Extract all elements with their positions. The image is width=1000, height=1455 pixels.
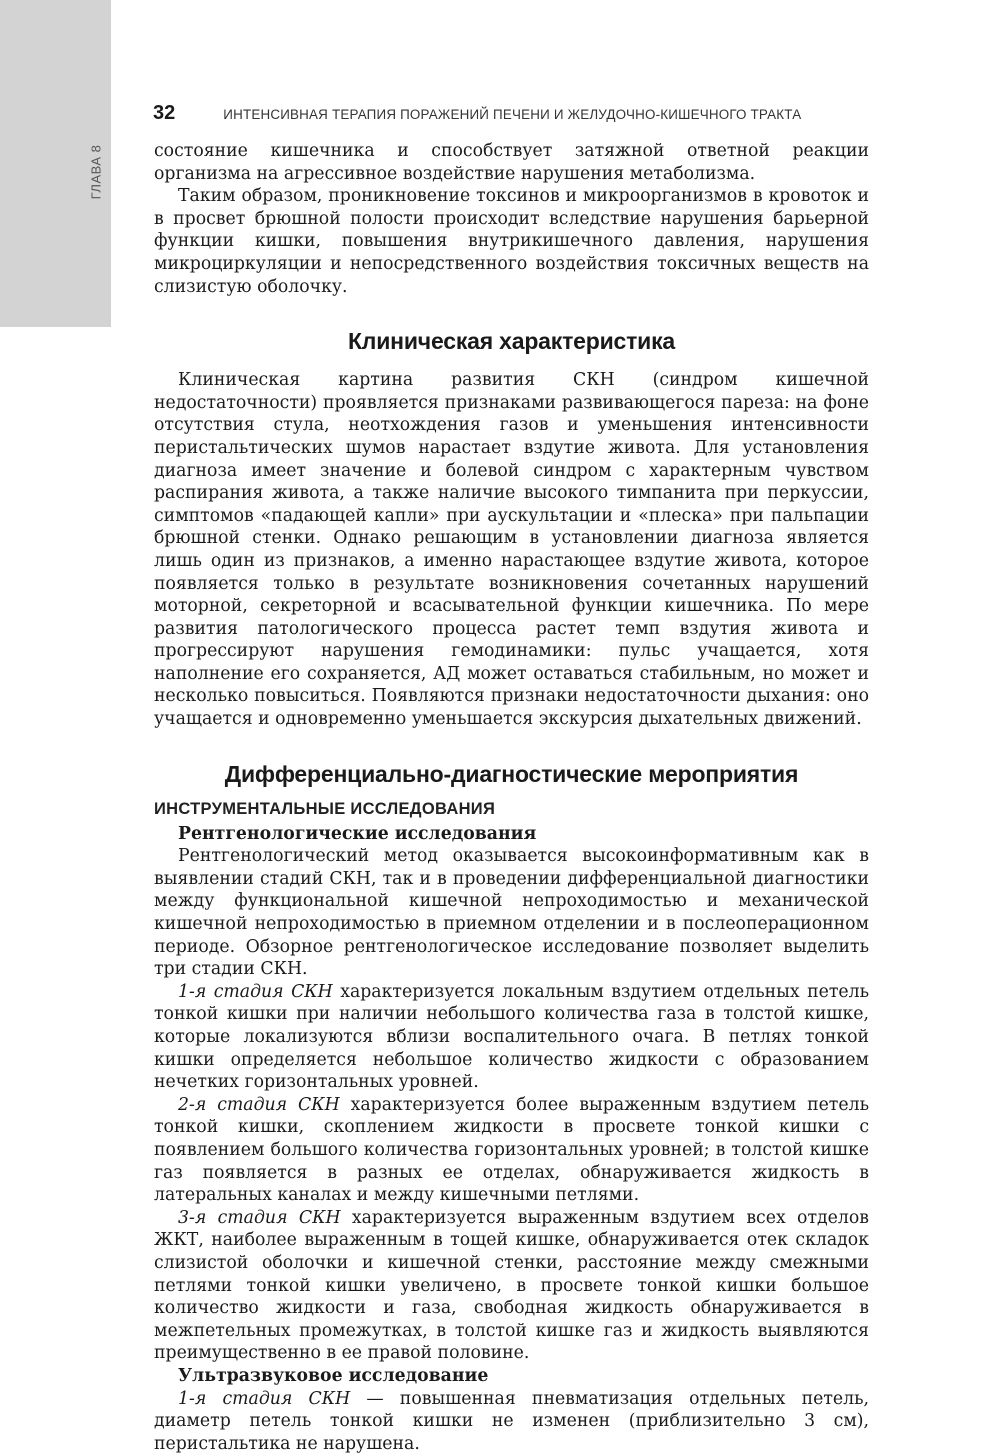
intro-paragraph-1: состояние кишечника и способствует затяжной ответной реакции организма на агрессивное воздействие нарушения метаболизма.	[154, 140, 869, 185]
intro-paragraph-2: Таким образом, проникновение токсинов и микроорганизмов в кровоток и в просвет брюшной полости происходит вследствие нарушения барьерной функции кишки, повышения внутрикишечного давления, нарушения микроциркуляции и непосредственного воздействия токсичных веществ на слизистую оболочку.	[154, 185, 869, 298]
section-heading-clinical: Клиническая характеристика	[154, 328, 869, 355]
ultrasound-stage-1-label: 1-я стадия СКН	[178, 1389, 350, 1409]
xray-heading: Рентгенологические исследования	[154, 823, 869, 846]
section-heading-diagnostics: Дифференциально-диагностические мероприятия	[154, 761, 869, 788]
xray-stage-3	[154, 1207, 869, 1365]
xray-stage-1-label: 1-я стадия СКН	[178, 982, 333, 1002]
xray-stage-2	[154, 1094, 869, 1207]
xray-stage-3-label: 3-я стадия СКН	[178, 1208, 341, 1228]
xray-stage-2-text: характеризуется более выраженным вздутием петель тонкой кишки, скоплением жидкости в просвете тонкой кишки с появлением большого количества горизонтальных уровней; в толстой кишке газ появляется в разных ее отделах, обнаруживается жидкость в латеральных каналах и между кишечными петлями.	[154, 1095, 869, 1205]
ultrasound-stage-1-text: — повышенная пневматизация отдельных петель, диаметр петель тонкой кишки не изменен (приблизительно 3 см), перистальтика не нарушена.	[154, 1389, 869, 1454]
clinical-paragraph: Клиническая картина развития СКН (синдром кишечной недостаточности) проявляется признаками развивающегося пареза: на фоне отсутствия стула, неотхождения газов и уменьшения интенсивности перистальтических шумов нарастает вздутие живота. Для установления диагноза имеет значение и болевой синдром с характерным чувством распирания живота, а также наличие высокого тимпанита при перкуссии, симптомов «падающей капли» при аускультации и «плеска» при пальпации брюшной стенки. Однако решающим в установлении диагноза является лишь один из признаков, а именно нарастающее вздутие живота, которое появляется только в результате возникновения сочетанных нарушений моторной, секреторной и всасывательной функции кишечника. По мере развития патологического процесса растет темп вздутия живота и прогрессируют нарушения гемодинамики: пульс учащается, хотя наполнение его сохраняется, АД может оставаться стабильным, но может и несколько повыситься. Появляются признаки недостаточности дыхания: оно учащается и одновременно уменьшается экскурсия дыхательных движений.	[154, 369, 869, 731]
xray-stage-1	[154, 981, 869, 1094]
ultrasound-stage-1	[154, 1388, 869, 1455]
running-head	[153, 102, 873, 132]
page-body	[154, 140, 869, 1455]
running-title: ИНТЕНСИВНАЯ ТЕРАПИЯ ПОРАЖЕНИЙ ПЕЧЕНИ И ЖЕЛУДОЧНО-КИШЕЧНОГО ТРАКТА	[223, 107, 801, 122]
xray-paragraph: Рентгенологический метод оказывается высокоинформативным как в выявлении стадий СКН, так и в проведении дифференциальной диагностики между функциональной кишечной непроходимостью и механической кишечной непроходимостью в приемном отделении и в послеоперационном периоде. Обзорное рентгенологическое исследование позволяет выделить три стадии СКН.	[154, 845, 869, 981]
ultrasound-heading: Ультразвуковое исследование	[154, 1365, 869, 1388]
xray-stage-1-text: характеризуется локальным вздутием отдельных петель тонкой кишки при наличии небольшого количества газа в толстой кишке, которые локализуются вблизи воспалительного очага. В петлях тонкой кишки определяется небольшое количество жидкости с образованием нечетких горизонтальных уровней.	[154, 982, 869, 1092]
xray-stage-3-text: характеризуется выраженным вздутием всех отделов ЖКТ, наиболее выраженным в тощей кишке, обнаруживается отек складок слизистой оболочки и кишечной стенки, расстояние между смежными петлями тонкой кишки увеличено, в просвете тонкой кишки большое количество жидкости и газа, свободная жидкость обнаруживается в межпетельных промежутках, в толстой кишке газ и жидкость выявляются преимущественно в ее правой половине.	[154, 1208, 869, 1364]
xray-stage-2-label: 2-я стадия СКН	[178, 1095, 340, 1115]
subsection-heading-instrumental: ИНСТРУМЕНТАЛЬНЫЕ ИССЛЕДОВАНИЯ	[154, 800, 869, 819]
page-number: 32	[153, 102, 175, 125]
chapter-label: ГЛАВА 8	[89, 145, 104, 200]
